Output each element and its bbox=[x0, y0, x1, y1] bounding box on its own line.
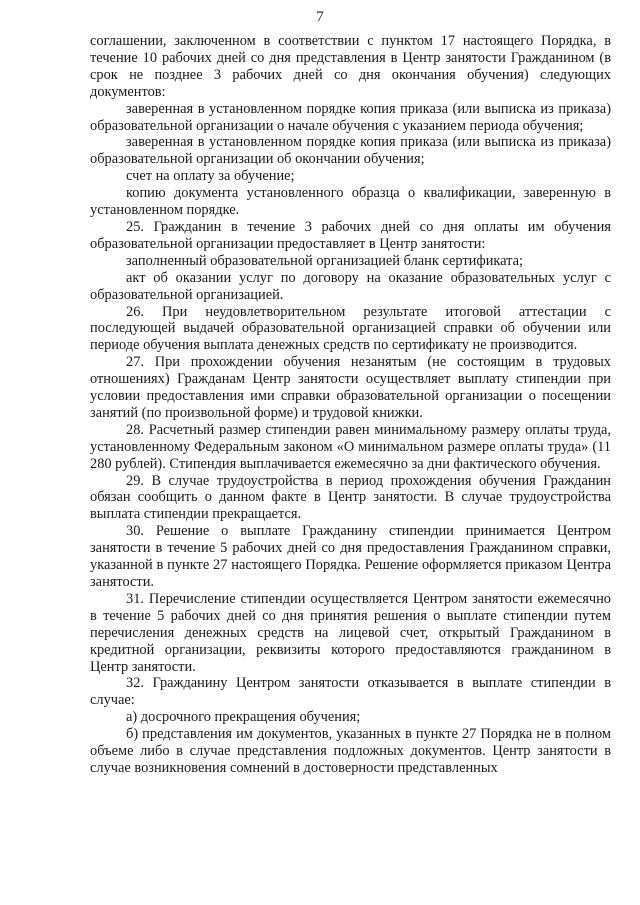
clause-29: 29. В случае трудоустройства в период прохождения обучения Гражданин обязан сообщить о данном факте в Центр занятости. В случае трудоустройства выплата стипендии прекращается. bbox=[90, 472, 611, 523]
list-item-services-act: акт об оказании услуг по договору на оказание образовательных услуг с образовательной организацией. bbox=[90, 269, 611, 303]
clause-28: 28. Расчетный размер стипендии равен минимальному размеру оплаты труда, установленному Федеральным законом «О минимальном размере оплаты труда» (11 280 рублей). Стипендия выплачивается ежемесячно за дни фактического обучения. bbox=[90, 421, 611, 472]
clause-26: 26. При неудовлетворительном результате итоговой аттестации с последующей выдачей образовательной организацией справки об обучении или периоде обучения выплата денежных средств по сертификату не производится. bbox=[90, 303, 611, 354]
paragraph-continuation: соглашении, заключенном в соответствии с пунктом 17 настоящего Порядка, в течение 10 рабочих дней со дня представления в Центр занятости Гражданином (в срок не позднее 3 рабочих дней со дня окончания обучения) следующих документов: bbox=[90, 33, 611, 100]
list-item-qualification: копию документа установленного образца о квалификации, заверенную в установленном порядке. bbox=[90, 185, 611, 219]
list-item-b: б) представления им документов, указанных в пункте 27 Порядка не в полном объеме либо в случае представления подложных документов. Центр занятости в случае возникновения сомнений в достоверности представленных bbox=[90, 726, 611, 776]
document-body bbox=[90, 33, 611, 777]
list-item-order-start: заверенная в установленном порядке копия приказа (или выписка из приказа) образовательной организации о начале обучения с указанием периода обучения; bbox=[90, 100, 611, 134]
list-item-invoice: счет на оплату за обучение; bbox=[126, 168, 295, 185]
list-item-a: а) досрочного прекращения обучения; bbox=[126, 709, 361, 726]
clause-31: 31. Перечисление стипендии осуществляется Центром занятости ежемесячно в течение 5 рабочих дней со дня принятия решения о выплате стипендии путем перечисления денежных средств на лицевой счет, открытый Гражданином в кредитной организации, реквизиты которого предоставляются гражданином в Центр занятости. bbox=[90, 590, 611, 675]
list-item-order-end: заверенная в установленном порядке копия приказа (или выписка из приказа) образовательной организации об окончании обучения; bbox=[90, 134, 611, 168]
page-number: 7 bbox=[316, 9, 324, 25]
clause-27: 27. При прохождении обучения незанятым (не состоящим в трудовых отношениях) Гражданам Центр занятости осуществляет выплату стипендии при условии предоставления ими справки образовательной организации о посещении занятий (по произвольной форме) и трудовой книжки. bbox=[90, 354, 611, 421]
clause-32: 32. Гражданину Центром занятости отказывается в выплате стипендии в случае: bbox=[90, 675, 611, 709]
list-item-certificate-form: заполненный образовательной организацией бланк сертификата; bbox=[126, 252, 524, 269]
clause-25: 25. Гражданин в течение 3 рабочих дней со дня оплаты им обучения образовательной организации предоставляет в Центр занятости: bbox=[90, 218, 611, 252]
clause-30: 30. Решение о выплате Гражданину стипендии принимается Центром занятости в течение 5 рабочих дней со дня предоставления Гражданином справки, указанной в пункте 27 настоящего Порядка. Решение оформляется приказом Центра занятости. bbox=[90, 523, 611, 590]
